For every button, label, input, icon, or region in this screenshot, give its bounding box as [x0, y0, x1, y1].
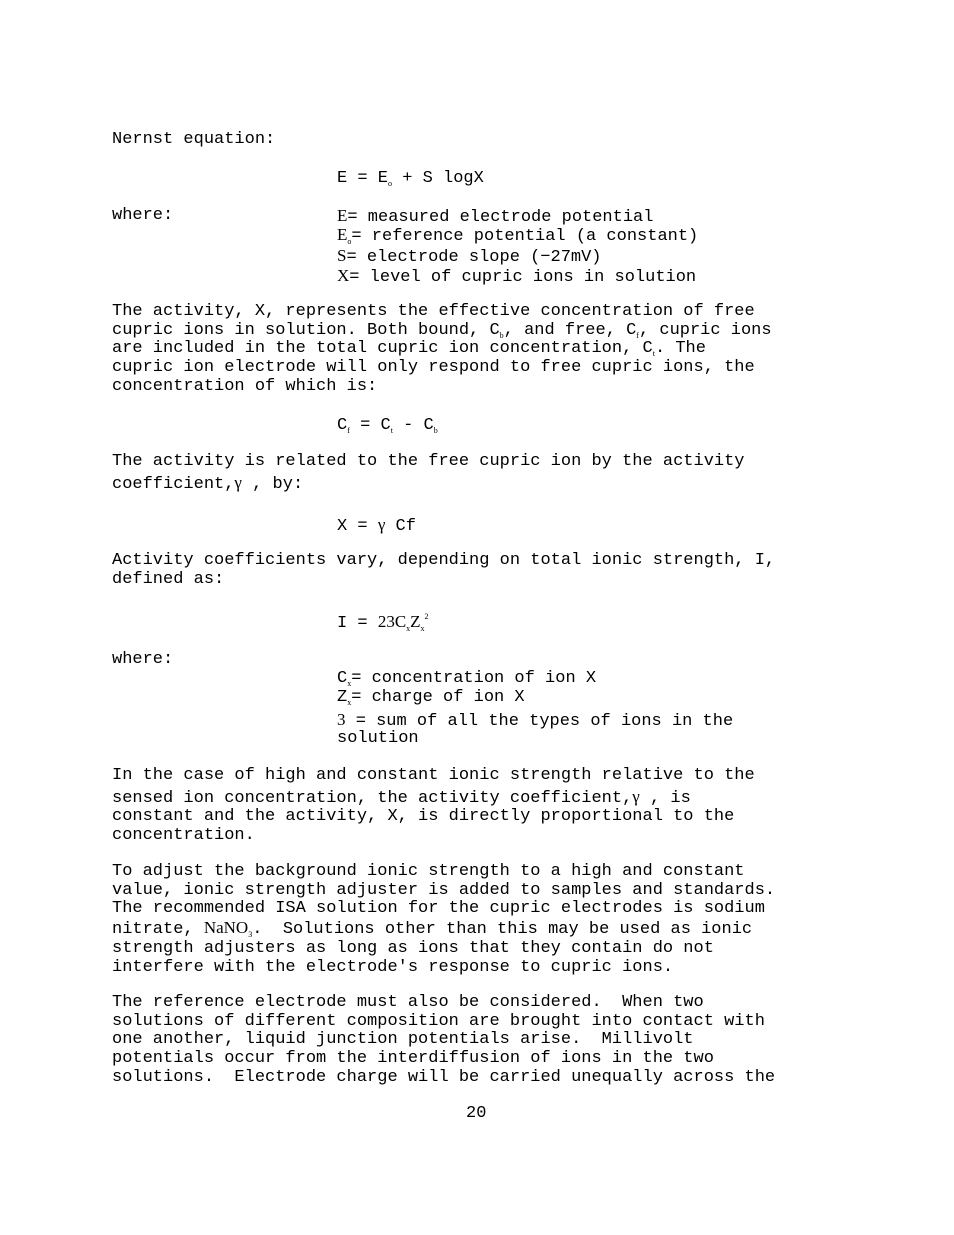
equation-rhs: + S logX [392, 169, 484, 188]
definition-item: $C_x=$ concentration of ion X [337, 669, 597, 688]
gamma-symbol: γ [377, 515, 386, 534]
paragraph-isa: To adjust the background ionic strength to a high and constant value, ionic strength adjuster is added to samples and standards. The recommended ISA solution for the cupric electrodes is sodium nitrate, NaNO$_3$. Solutions other than this may be used as ionic strength adjusters as long as ions that they contain do not interfere with the electrode's response to cupric ions. [112, 862, 776, 977]
definition-item: solution [337, 729, 419, 748]
gamma-symbol: γ [234, 472, 242, 492]
equation-subscript: o [388, 179, 393, 188]
where-label: where: [112, 206, 174, 225]
paragraph-reference-electrode: The reference electrode must also be considered. When two solutions of different composition are brought into contact with one another, liquid junction potentials arise. Millivolt potentials occur from the interdiffusion of ions in the two solutions. Electrode charge will be carried unequally across the [112, 993, 776, 1087]
nernst-heading: Nernst equation: [112, 130, 276, 149]
equation-lhs: E = E [337, 169, 389, 188]
definition-item: S= electrode slope (−27mV) [337, 246, 602, 267]
definition-item: $Z_x=$ charge of ion X [337, 688, 525, 707]
paragraph-ionic-strength: Activity coefficients vary, depending on total ionic strength, I, defined as: [112, 551, 776, 589]
page-number: 20 [466, 1104, 487, 1123]
definition-item: E= measured electrode potential [337, 206, 654, 227]
free-ion-equation: $C_f = C_t - C_b$ [337, 416, 438, 435]
paragraph-activity: The activity, X, represents the effective concentration of free cupric ions in solution. Both bound, $C_b$, and free, $C_f$, cupric ions are included in the total cupric ion concentration, $C_t$. The cupric ion electrode will only respond to free cupric ions, the concentration of which is: [112, 302, 772, 396]
activity-equation: X = γ Cf [337, 515, 416, 536]
gamma-symbol: γ [632, 786, 640, 806]
ionic-strength-equation: $I = 23C_xZ_x^2$ [337, 612, 429, 633]
paragraph-high-constant: In the case of high and constant ionic strength relative to the sensed ion concentration, the activity coefficient,γ , is constant and the activity, X, is directly proportional to the concentration. [112, 766, 755, 846]
nernst-equation [337, 169, 484, 188]
where-label: where: [112, 650, 174, 669]
definition-item: X= level of cupric ions in solution [337, 266, 697, 287]
definition-item: 3 = sum of all the types of ions in the [337, 710, 734, 731]
definition-item: $E_o=$ reference potential (a constant) [337, 225, 699, 246]
paragraph-coefficient: The activity is related to the free cupric ion by the activity coefficient,γ , by: [112, 452, 745, 494]
